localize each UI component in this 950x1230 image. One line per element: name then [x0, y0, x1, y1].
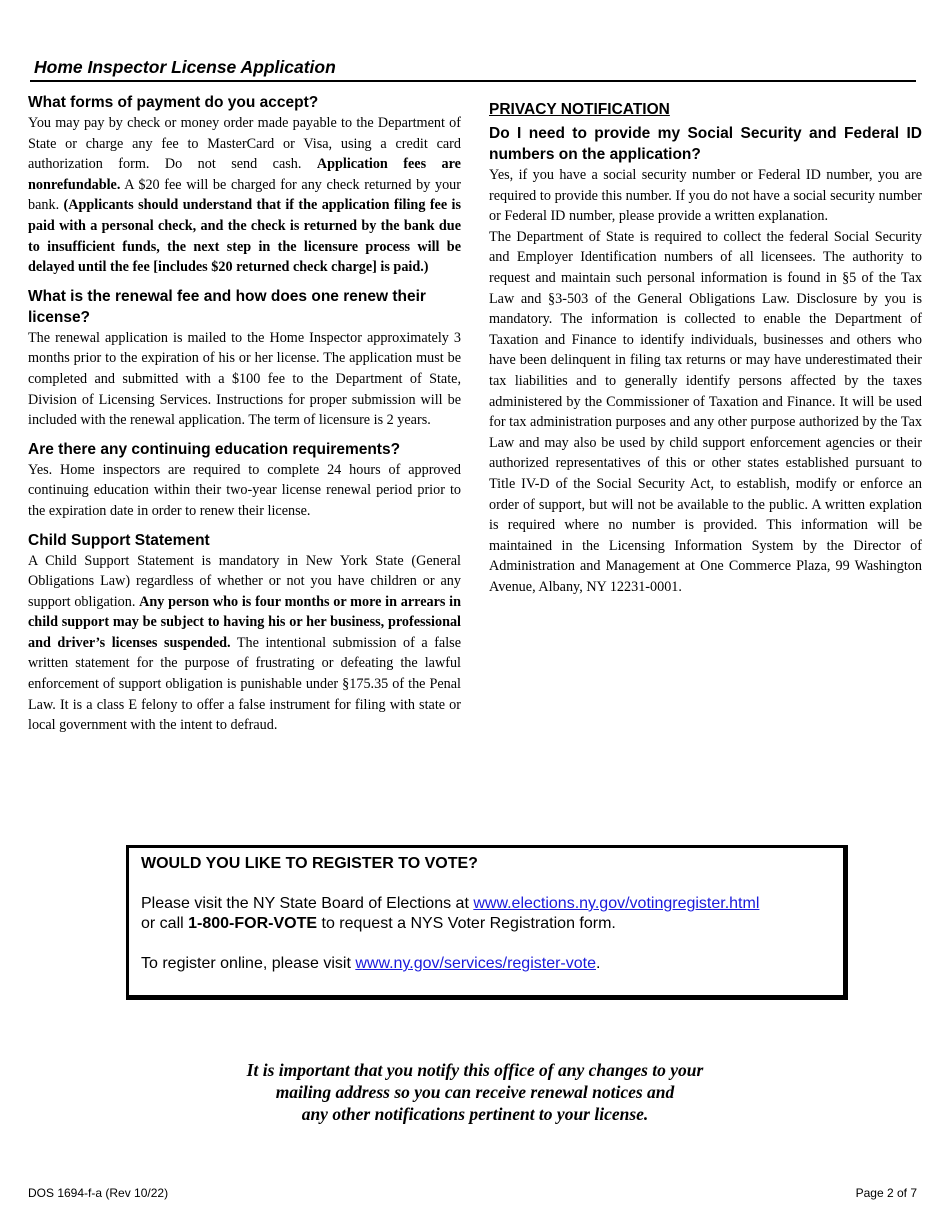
child-support-section	[28, 530, 461, 736]
vote-phone: 1-800-FOR-VOTE	[188, 915, 318, 932]
privacy-para-1: Yes, if you have a social security number or Federal ID number, you are required to provide this number. If you do not have a social security number or Federal ID number, please provide a written explanation.	[489, 167, 922, 225]
voter-registration-box	[126, 845, 848, 1000]
privacy-title: PRIVACY NOTIFICATION	[489, 101, 670, 118]
vote-line-2-post: to request a NYS Voter Registration form.	[317, 915, 616, 932]
privacy-para-2: The Department of State is required to collect the federal Social Security and Employer Identification numbers of all licensees. The authority to request and maintain such personal information is found in §5 of the Tax Law and §3-503 of the General Obligations Law. Disclosure by you is mandatory. The information is collected to enable the Department of Taxation and Finance to identify individuals, businesses and others who have been delinquent in filing tax returns or may have underestimated their tax liabilities and to generally identify persons affected by the taxes administered by the Commissioner of Taxation and Finance. It will be used for tax administration purposes and any other purpose authorized by the Tax Law and may also be used by child support enforcement agencies or their authorized representatives of this or other states established pursuant to Title IV-D of the Social Security Act, to establish, modify or enforce an order of support, but will not be available to the public. A written explation is required where no number is provided. This information will be maintained in the Licensing Information System by the Director of Administration and Management at One Commerce Plaza, 99 Washington Avenue, Albany, NY 12231-0001.	[489, 228, 922, 595]
left-column	[28, 92, 461, 736]
page-header	[30, 56, 916, 82]
register-vote-link[interactable]: www.ny.gov/services/register-vote	[355, 955, 596, 972]
education-section	[28, 439, 461, 522]
child-support-text	[28, 551, 461, 736]
vote-line-1	[141, 894, 831, 914]
renewal-heading: What is the renewal fee and how does one renew their license?	[28, 287, 426, 326]
renewal-text: The renewal application is mailed to the Home Inspector approximately 3 months prior to the expiration of his or her license. The application must be completed and submitted with a $100 fee to the Department of State, Division of Licensing Services. Instructions for proper submission will be included with the renewal application. The term of licensure is 2 years.	[28, 329, 461, 429]
vote-line-2-pre: or call	[141, 915, 189, 932]
vote-title: WOULD YOU LIKE TO REGISTER TO VOTE?	[141, 855, 478, 872]
payment-bold-1: Application fees are nonrefundable.	[28, 156, 461, 193]
payment-heading: What forms of payment do you accept?	[28, 94, 319, 111]
divider-rule	[128, 998, 804, 999]
notice-line-2: mailing address so you can receive renewal notices and	[275, 1082, 675, 1102]
education-heading: Are there any continuing education requirements?	[28, 440, 401, 458]
vote-line-3	[141, 954, 831, 974]
payment-text	[28, 113, 461, 278]
privacy-question: Do I need to provide my Social Security and Federal ID numbers on the application?	[489, 125, 922, 163]
payment-bold-2: (Applicants should understand that if the application filing fee is paid with a personal check, and the check is returned by the bank due to insufficient funds, the next step in the licensure process will be delayed until the fee [includes $20 returned check charge] is paid.)	[28, 197, 461, 276]
child-support-text-2: The intentional submission of a false written statement for the purpose of frustrating or defeating the lawful enforcement of support obligation is punishable under §175.35 of the Penal Law. It is a class E felony to offer a false instrument for filing with state or local government with the intent to defraud.	[28, 634, 461, 734]
child-support-text-1: A Child Support Statement is mandatory in New York State (General Obligations Law) regardless of whether or not you have children or any support obligation.	[28, 552, 461, 610]
payment-text-2: A $20 fee will be charged for any check returned by your bank.	[28, 176, 461, 214]
vote-line-2	[141, 914, 831, 934]
payment-text-1: You may pay by check or money order made payable to the Department of State or charge any fee to MasterCard or Visa, using a credit card authorization form. Do not send cash.	[28, 115, 461, 173]
notice-line-3: any other notifications pertinent to your license.	[301, 1104, 649, 1124]
elections-link[interactable]: www.elections.ny.gov/votingregister.html	[473, 895, 760, 912]
child-support-bold: Any person who is four months or more in arrears in child support may be subject to having his or her business, professional and driver’s licenses suspended.	[28, 593, 461, 651]
vote-line-3-end: .	[596, 955, 601, 972]
page-title: Home Inspector License Application	[34, 57, 336, 77]
vote-line-1-text: Please visit the NY State Board of Elections at	[141, 895, 474, 912]
vote-line-3-text: To register online, please visit	[141, 955, 356, 972]
address-change-notice	[0, 1059, 950, 1125]
education-text: Yes. Home inspectors are required to complete 24 hours of approved continuing education within their two-year license renewal period prior to the expiration date in order to renew their license.	[28, 461, 461, 519]
page-number: Page 2 of 7	[855, 1186, 917, 1200]
right-column	[489, 99, 922, 597]
notice-line-1: It is important that you notify this office of any changes to your	[246, 1060, 704, 1080]
renewal-section	[28, 286, 461, 431]
payment-section	[28, 92, 461, 278]
form-id: DOS 1694-f-a (Rev 10/22)	[28, 1186, 169, 1200]
vote-gap	[141, 934, 831, 954]
child-support-heading: Child Support Statement	[28, 531, 210, 549]
